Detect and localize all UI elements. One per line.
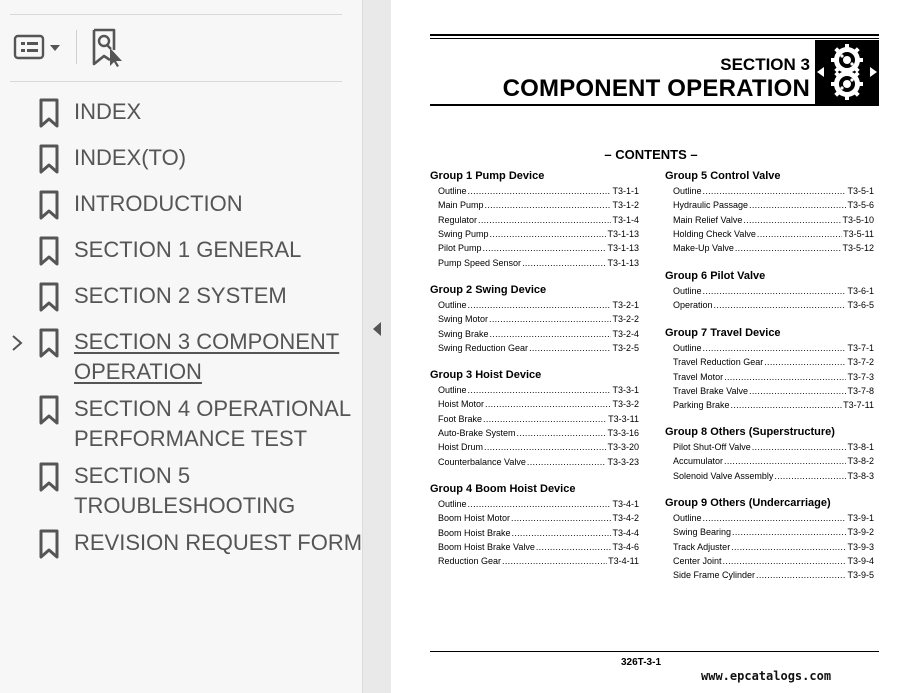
toc-entry-name: Side Frame Cylinder (673, 570, 756, 581)
toc-entry[interactable] (438, 541, 639, 553)
contents-title: – CONTENTS – (604, 147, 698, 162)
bookmark-label: INTRODUCTION (74, 191, 243, 216)
bookmark-icon (39, 98, 59, 128)
toc-entry[interactable] (673, 228, 874, 240)
toc-entry-name: Accumulator (673, 456, 724, 467)
toc-entry-name: Holding Check Valve (673, 228, 756, 239)
toc-entry-page: T3-8-3 (847, 470, 874, 481)
bookmark-section-1-general[interactable] (0, 235, 362, 267)
toc-entry[interactable] (438, 456, 639, 468)
toc-group-title: Group 4 Boom Hoist Device (430, 483, 576, 495)
bookmark-label-line-2: PERFORMANCE TEST (74, 426, 308, 451)
toc-dot-leader (527, 456, 607, 468)
toc-entry-name: Pilot Shut-Off Valve (673, 442, 751, 452)
toc-dot-leader (731, 541, 846, 553)
toc-entry[interactable] (673, 199, 874, 211)
toc-dot-leader (743, 214, 841, 226)
toc-entry[interactable] (438, 413, 639, 425)
toc-entry-name: Center Joint (673, 555, 722, 566)
toc-entry[interactable] (673, 526, 874, 538)
footer-rule (430, 651, 879, 652)
toc-entry-name: Hoist Motor (438, 399, 485, 410)
toc-group-title: Group 7 Travel Device (665, 327, 781, 339)
toc-dot-leader (483, 413, 607, 425)
toc-dot-leader (517, 427, 607, 439)
toc-dot-leader (468, 299, 612, 311)
toc-dot-leader (703, 285, 847, 297)
toc-entry[interactable] (438, 527, 639, 539)
toc-entry-name: Hoist Drum (438, 442, 484, 453)
toc-entry-page: T3-9-1 (847, 513, 874, 523)
find-current-bookmark-button[interactable] (88, 28, 126, 68)
panel-splitter[interactable] (362, 0, 391, 693)
toc-dot-leader (522, 257, 606, 269)
bookmark-options-icon (12, 32, 64, 62)
toc-entry-page: T3-9-5 (847, 570, 874, 581)
toc-dot-leader (723, 555, 847, 567)
toc-dot-leader (484, 441, 606, 453)
toc-entry-page: T3-9-4 (847, 555, 874, 566)
bookmarks-panel (0, 0, 362, 693)
toc-dot-leader (468, 185, 612, 197)
bookmark-label-line-1: SECTION 5 (74, 463, 191, 488)
page-code: 326T-3-1 (620, 657, 662, 668)
toc-entry[interactable] (673, 356, 874, 368)
toc-entry-page: T3-3-2 (612, 399, 639, 410)
toc-entry-name: Swing Bearing (673, 527, 732, 538)
bookmark-icon (39, 282, 59, 312)
bookmark-introduction[interactable] (0, 189, 362, 221)
toc-group-title: Group 6 Pilot Valve (665, 270, 766, 282)
toc-entry-page: T3-5-11 (843, 228, 874, 239)
toc-entry[interactable] (438, 228, 639, 240)
toc-entry-page: T3-3-16 (607, 427, 639, 438)
bookmark-index-to[interactable] (0, 143, 362, 175)
toc-entry-page: T3-6-5 (847, 300, 874, 311)
toc-dot-leader (536, 541, 612, 553)
toc-entry-page: T3-1-13 (607, 257, 639, 268)
toc-entry-name: Travel Motor (673, 371, 724, 382)
toc-group-title: Group 1 Pump Device (430, 170, 545, 182)
toc-entry-name: Travel Reduction Gear (673, 357, 764, 368)
toc-dot-leader (490, 228, 607, 240)
toc-entry-page: T3-1-1 (612, 186, 639, 196)
collapse-panel-arrow-icon[interactable] (371, 320, 383, 338)
header-rule-top (430, 34, 879, 36)
toc-entry-name: Outline (438, 385, 467, 395)
find-current-bookmark-icon (88, 28, 126, 68)
section-number: SECTION 3 (720, 55, 810, 74)
bookmark-revision-request-form[interactable] (0, 528, 362, 560)
toc-entry-name: Boom Hoist Brake (438, 527, 511, 538)
component-gears-logo-icon (815, 40, 879, 104)
toc-entry[interactable] (673, 342, 874, 354)
toc-dot-leader (735, 242, 842, 254)
toc-entry[interactable] (438, 398, 639, 410)
bookmark-label: INDEX (74, 99, 142, 124)
toc-entry-page: T3-4-2 (612, 513, 639, 524)
toc-entry-name: Regulator (438, 214, 478, 225)
toc-entry[interactable] (673, 285, 874, 297)
toc-entry-page: T3-7-11 (843, 400, 874, 411)
toc-entry-page: T3-7-1 (847, 343, 874, 353)
toc-group-title: Group 9 Others (Undercarriage) (665, 497, 831, 509)
toc-entry[interactable] (438, 427, 639, 439)
header-rule-second (430, 38, 879, 39)
toc-entry-page: T3-7-8 (847, 385, 874, 396)
bookmark-section-2-system[interactable] (0, 281, 362, 313)
toc-entry-name: Swing Brake (438, 328, 489, 339)
toc-entry-name: Track Adjuster (673, 541, 731, 552)
toc-dot-leader (756, 569, 846, 581)
toc-entry-page: T3-2-4 (612, 328, 639, 339)
toc-entry-page: T3-4-1 (612, 499, 639, 509)
toc-entry-page: T3-5-6 (847, 200, 874, 211)
toc-entry-name: Outline (673, 343, 702, 353)
bookmark-index[interactable] (0, 97, 362, 129)
toc-entry-page: T3-9-3 (847, 541, 874, 552)
bookmark-icon (39, 529, 59, 559)
toc-dot-leader (749, 199, 846, 211)
toc-entry-page: T3-5-12 (842, 243, 874, 254)
toc-dot-leader (731, 399, 843, 411)
toc-entry-page: T3-5-10 (842, 214, 874, 225)
document-page (391, 0, 911, 693)
bookmark-label: SECTION 1 GENERAL (74, 237, 302, 262)
toc-entry[interactable] (438, 512, 639, 524)
toc-group-title: Group 3 Hoist Device (430, 369, 542, 381)
toc-entry[interactable] (438, 384, 639, 396)
toc-entry-name: Boom Hoist Brake Valve (438, 541, 535, 552)
toc-entry-name: Outline (673, 186, 702, 196)
toc-entry[interactable] (673, 541, 874, 553)
toc-group-title: Group 5 Control Valve (665, 170, 781, 182)
toc-entry-name: Outline (673, 513, 702, 523)
toc-entry-name: Foot Brake (438, 413, 483, 424)
toc-entry[interactable] (438, 199, 639, 211)
toc-entry-name: Outline (673, 286, 702, 296)
toc-entry[interactable] (438, 313, 639, 325)
bookmark-section-4-operational-performance-test[interactable] (0, 394, 362, 456)
toc-entry-name: Swing Reduction Gear (438, 342, 529, 353)
toc-entry[interactable] (673, 470, 874, 482)
bookmark-icon (39, 328, 59, 358)
toc-dot-leader (468, 384, 612, 396)
bookmarks-toolbar (0, 0, 362, 82)
toc-entry-page: T3-2-1 (612, 300, 639, 310)
toc-entry[interactable] (438, 185, 639, 197)
toc-entry-page: T3-8-2 (847, 456, 874, 467)
header-rule-bottom (430, 104, 879, 106)
toc-entry[interactable] (673, 512, 874, 524)
toc-dot-leader (703, 185, 847, 197)
toolbar-divider (76, 30, 77, 64)
watermark-text: www.epcatalogs.com (701, 669, 832, 683)
toc-entry-page: T3-3-23 (607, 456, 639, 467)
toc-entry-page: T3-7-2 (847, 357, 874, 368)
toc-dot-leader (483, 242, 607, 254)
toc-dot-leader (468, 498, 612, 510)
toc-entry-name: Reduction Gear (438, 556, 502, 567)
bookmark-label-line-1: SECTION 4 OPERATIONAL (74, 396, 352, 421)
toc-entry[interactable] (673, 569, 874, 581)
toc-entry-page: T3-1-13 (607, 243, 639, 254)
toc-dot-leader (732, 526, 846, 538)
toc-entry[interactable] (673, 455, 874, 467)
toc-dot-leader (529, 342, 611, 354)
toc-entry[interactable] (673, 185, 874, 197)
toc-entry-page: T3-4-11 (608, 556, 639, 567)
bookmark-options-button[interactable] (12, 32, 64, 62)
toc-dot-leader (703, 512, 847, 524)
toc-dot-leader (724, 455, 846, 467)
toc-group-title: Group 8 Others (Superstructure) (665, 426, 835, 438)
toc-entry-page: T3-1-4 (612, 214, 639, 225)
toc-entry[interactable] (673, 299, 874, 311)
bookmark-icon (39, 462, 59, 492)
toc-entry-page: T3-1-2 (612, 200, 639, 211)
toc-dot-leader (489, 313, 611, 325)
toc-entry-name: Main Pump (438, 200, 484, 211)
toc-entry-name: Travel Brake Valve (673, 385, 749, 396)
toc-entry-page: T3-3-11 (608, 413, 639, 424)
bookmark-section-3-component-operation[interactable] (0, 327, 362, 389)
bookmark-label: INDEX(TO) (74, 145, 187, 170)
toc-dot-leader (511, 512, 611, 524)
toc-entry[interactable] (438, 257, 639, 269)
section-title: COMPONENT OPERATION (502, 75, 810, 102)
toc-dot-leader (703, 342, 847, 354)
toc-dot-leader (485, 398, 611, 410)
toc-entry[interactable] (673, 399, 874, 411)
toc-dot-leader (757, 228, 842, 240)
toc-entry-page: T3-2-5 (612, 342, 639, 353)
bookmark-icon (39, 190, 59, 220)
bookmark-label-line-2: TROUBLESHOOTING (74, 493, 296, 518)
toc-entry-page: T3-2-2 (612, 314, 639, 325)
toc-dot-leader (714, 299, 847, 311)
toc-entry-name: Swing Motor (438, 314, 489, 325)
toolbar-top-divider (10, 14, 342, 15)
toc-dot-leader (512, 527, 612, 539)
expand-chevron-icon[interactable] (9, 333, 25, 353)
toc-entry-page: T3-5-1 (847, 186, 874, 196)
toc-entry-name: Solenoid Valve Assembly (673, 470, 774, 481)
toolbar-bottom-divider (10, 81, 342, 82)
toc-entry[interactable] (438, 498, 639, 510)
bookmark-icon (39, 236, 59, 266)
bookmark-icon (39, 395, 59, 425)
toc-dot-leader (490, 328, 612, 340)
toc-entry-name: Main Relief Valve (673, 214, 743, 225)
toc-entry-name: Pilot Pump (438, 243, 482, 254)
toc-entry[interactable] (438, 242, 639, 254)
toc-entry-name: Outline (438, 499, 467, 509)
toc-dot-leader (478, 214, 611, 226)
toc-dot-leader (774, 470, 846, 482)
toc-entry-page: T3-6-1 (847, 286, 874, 296)
toc-entry-name: Auto-Brake System (438, 427, 516, 438)
toc-entry[interactable] (438, 299, 639, 311)
toc-entry[interactable] (438, 555, 639, 567)
toc-entry-page: T3-9-2 (847, 527, 874, 538)
toc-entry-name: Outline (438, 186, 467, 196)
toc-dot-leader (485, 199, 612, 211)
bookmark-label: SECTION 2 SYSTEM (74, 283, 287, 308)
toc-entry-name: Operation (673, 300, 713, 311)
bookmark-label-line-2: OPERATION (74, 359, 202, 384)
toc-entry-name: Pump Speed Sensor (438, 257, 522, 268)
toc-entry-page: T3-7-3 (847, 371, 874, 382)
toc-dot-leader (502, 555, 607, 567)
bookmark-label-line-1: SECTION 3 COMPONENT (74, 329, 340, 354)
toc-entry-name: Make-Up Valve (673, 243, 734, 254)
toc-dot-leader (724, 371, 846, 383)
toc-entry-page: T3-4-4 (612, 527, 639, 538)
toc-entry-page: T3-3-1 (612, 385, 639, 395)
toc-entry[interactable] (438, 328, 639, 340)
toc-entry-name: Hydraulic Passage (673, 200, 749, 211)
bookmark-icon (39, 144, 59, 174)
toc-dot-leader (764, 356, 846, 368)
toc-dot-leader (752, 441, 847, 453)
toc-entry-page: T3-3-20 (607, 442, 639, 453)
toc-entry-name: Counterbalance Valve (438, 456, 526, 467)
toc-entry-name: Outline (438, 300, 467, 310)
toc-entry-page: T3-4-6 (612, 541, 639, 552)
toc-entry-page: T3-1-13 (607, 228, 639, 239)
toc-group-title: Group 2 Swing Device (430, 284, 547, 296)
toc-entry[interactable] (438, 441, 639, 453)
toc-entry-page: T3-8-1 (847, 442, 874, 452)
toc-dot-leader (749, 385, 846, 397)
toc-entry[interactable] (438, 342, 639, 354)
toc-entry-name: Parking Brake (673, 400, 730, 411)
toc-entry[interactable] (673, 242, 874, 254)
bookmark-section-5-troubleshooting[interactable] (0, 461, 362, 523)
toc-entry[interactable] (673, 441, 874, 453)
toc-entry[interactable] (673, 385, 874, 397)
toc-entry-name: Boom Hoist Motor (438, 513, 511, 524)
toc-entry[interactable] (438, 214, 639, 226)
toc-entry[interactable] (673, 555, 874, 567)
toc-entry[interactable] (673, 214, 874, 226)
toc-entry-name: Swing Pump (438, 228, 489, 239)
toc-entry[interactable] (673, 371, 874, 383)
bookmark-label: REVISION REQUEST FORM (74, 530, 363, 555)
